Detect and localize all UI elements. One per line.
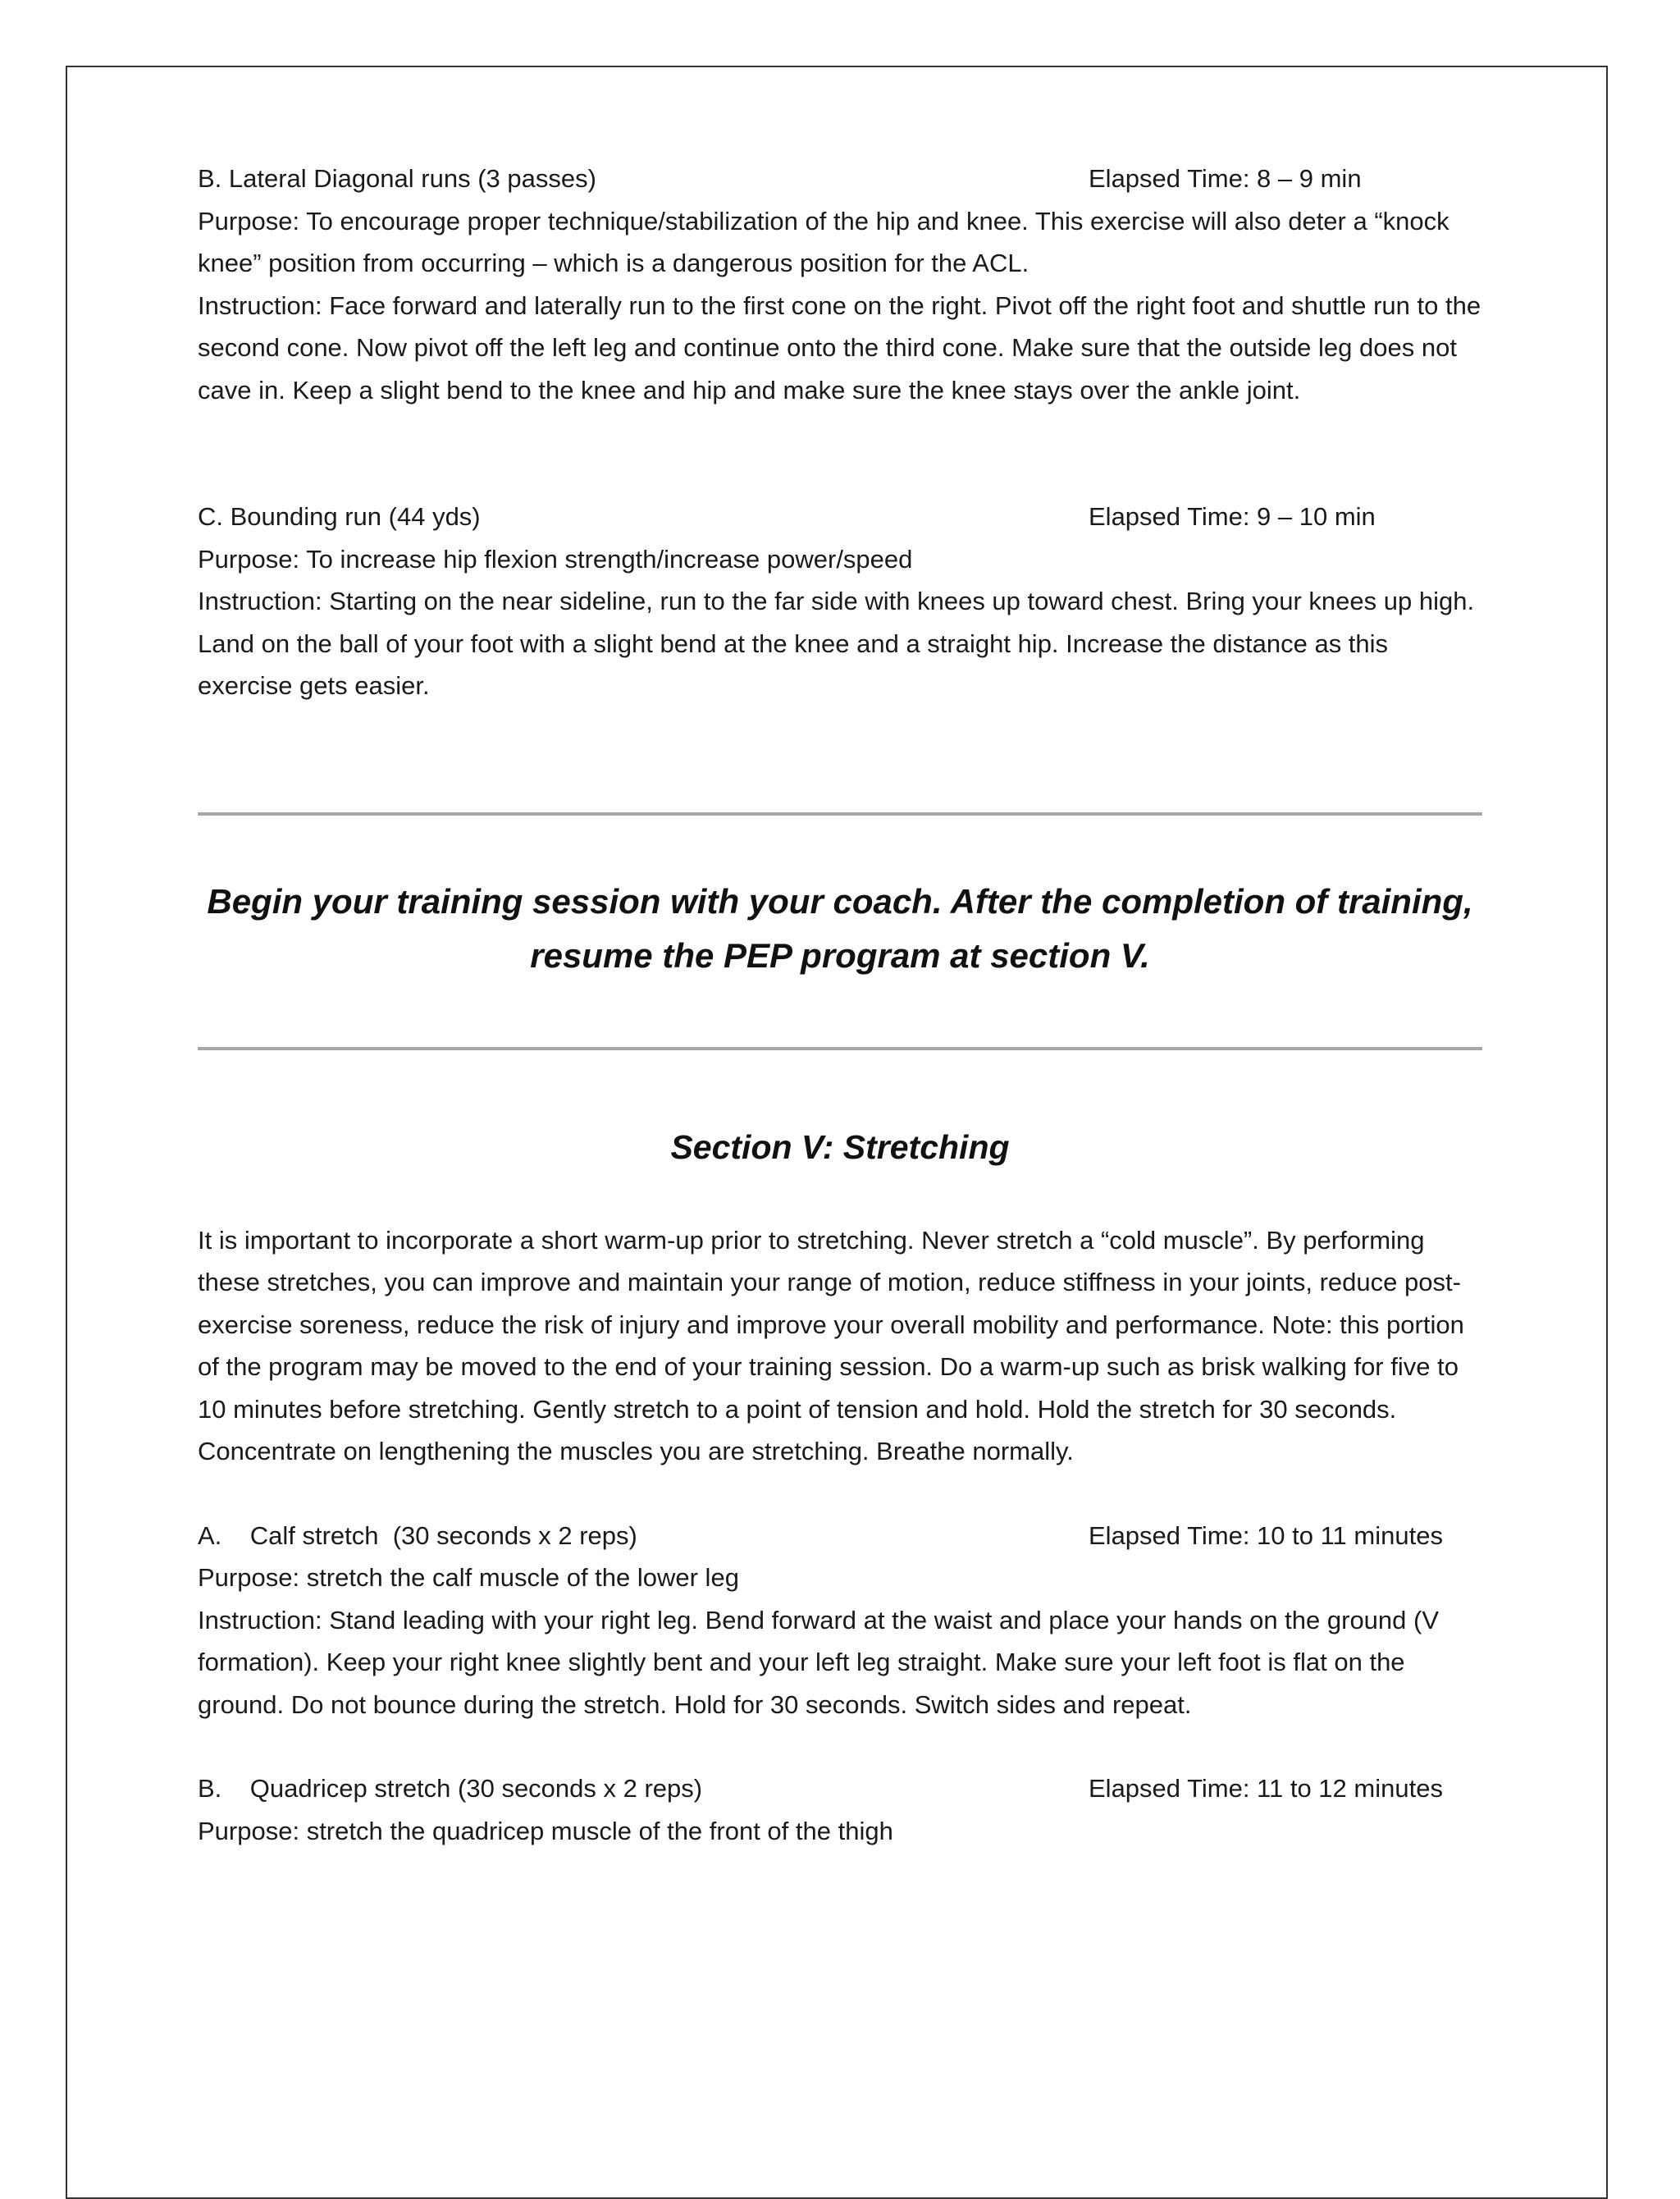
section-intro: It is important to incorporate a short warm-up prior to stretching. Never stretch a “cold muscle”. By performing these stretches, you can improve and maintain your range of motion, reduce stiffness in your joints, reduce post-exercise soreness, reduce the risk of injury and improve your overall mobility and performance. Note: this portion of the program may be moved to the end of your training session. Do a warm-up such as brisk walking for five to 10 minutes before stretching. Gently stretch to a point of tension and hold. Hold the stretch for 30 seconds. Concentrate on lengthening the muscles you are stretching. Breathe normally.: [198, 1225, 1464, 1465]
divider-top: [198, 812, 1482, 816]
entry-instruction: Instruction: Stand leading with your right leg. Bend forward at the waist and place your hands on the ground (V formation). Keep your right knee slightly bent and your left leg straight. Make sure your left foot is flat on the ground. Do not bounce during the stretch. Hold for 30 seconds. Switch sides and repeat.: [198, 1605, 1440, 1719]
entry-purpose: Purpose: To increase hip flexion strength/increase power/speed: [198, 544, 913, 574]
elapsed-time: Elapsed Time: 10 to 11 minutes: [1089, 1520, 1443, 1550]
entry-instruction: Instruction: Starting on the near sideline, run to the far side with knees up toward chest. Bring your knees up high. Land on the ball of your foot with a slight bend at the knee and a straight hip. Increase the distance as this exercise gets easier.: [198, 587, 1475, 700]
entry-header: [198, 1515, 1482, 1557]
exercise-entry-quadricep-stretch: [198, 1767, 1482, 1852]
entry-instruction: Instruction: Face forward and laterally run to the first cone on the right. Pivot off the right foot and shuttle run to the second cone. Now pivot off the left leg and continue onto the third cone. Make sure that the outside leg does not cave in. Keep a slight bend to the knee and hip and make sure the knee stays over the ankle joint.: [198, 290, 1481, 405]
entry-purpose: Purpose: stretch the quadricep muscle of the front of the thigh: [198, 1816, 893, 1845]
elapsed-time: Elapsed Time: 8 – 9 min: [1089, 164, 1362, 193]
entry-header: [198, 1767, 1482, 1810]
entry-heading: C. Bounding run (44 yds): [198, 502, 481, 531]
entry-purpose: Purpose: To encourage proper technique/stabilization of the hip and knee. This exercise will also deter a “knock knee” position from occurring – which is a dangerous position for the ACL.: [198, 206, 1449, 277]
banner-line-2: resume the PEP program at section V.: [530, 935, 1150, 975]
entry-header: [198, 158, 1482, 200]
elapsed-time: Elapsed Time: 9 – 10 min: [1089, 502, 1376, 531]
divider-bottom: [198, 1047, 1482, 1050]
exercise-entry-calf-stretch: [198, 1515, 1482, 1726]
entry-header: [198, 496, 1482, 538]
document-content: [198, 158, 1482, 1852]
entry-purpose: Purpose: stretch the calf muscle of the lower leg: [198, 1563, 739, 1592]
exercise-entry-bounding-run: [198, 496, 1482, 707]
elapsed-time: Elapsed Time: 11 to 12 minutes: [1089, 1774, 1443, 1803]
training-banner: [198, 875, 1482, 983]
banner-line-1: Begin your training session with your coach. After the completion of training,: [207, 881, 1473, 921]
entry-heading: A. Calf stretch (30 seconds x 2 reps): [198, 1520, 637, 1550]
entry-heading: B. Lateral Diagonal runs (3 passes): [198, 164, 596, 193]
section-title: Section V: Stretching: [670, 1127, 1010, 1166]
exercise-entry-lateral-diagonal: [198, 158, 1482, 411]
entry-heading: B. Quadricep stretch (30 seconds x 2 reps): [198, 1774, 703, 1803]
